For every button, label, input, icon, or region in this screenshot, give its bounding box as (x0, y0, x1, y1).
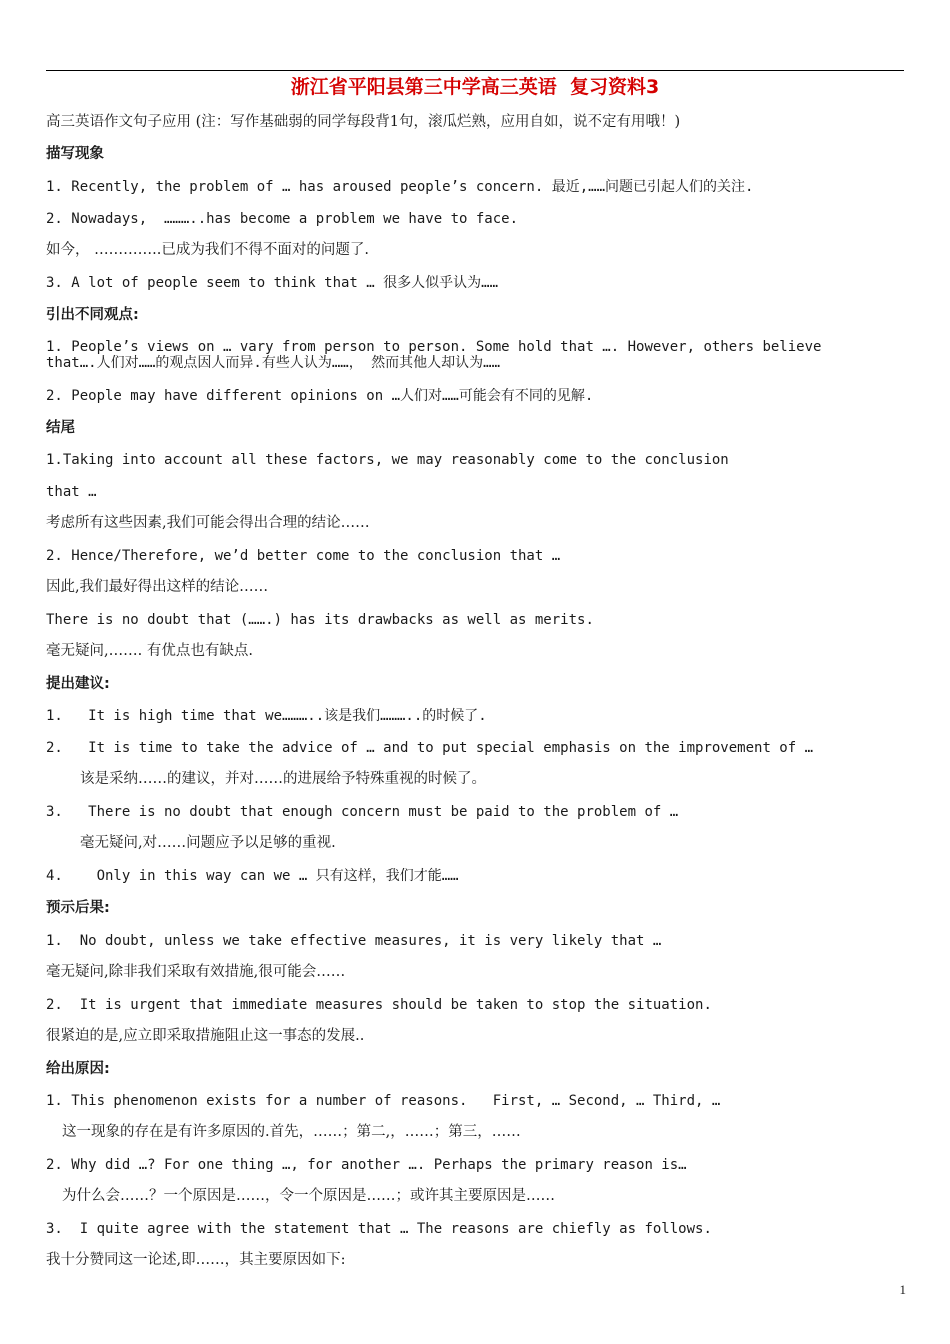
sentence-line: 1. No doubt, unless we take effective measures, it is very likely that … (46, 933, 662, 949)
section-heading-reasons: 给出原因: (46, 1061, 110, 1077)
sentence-line: 1.Taking into account all these factors, we may reasonably come to the conclusion (46, 452, 729, 468)
sentence-line: 1. People’s views on … vary from person to person. Some hold that …. However, others believe (46, 339, 822, 355)
sentence-line: 3. There is no doubt that enough concern must be paid to the problem of … (46, 804, 679, 820)
section-heading-describe: 描写现象 (46, 146, 104, 162)
sentence-line: 2. Why did …? For one thing …, for another …. Perhaps the primary reason is… (46, 1157, 687, 1173)
sentence-line: 1. It is high time that we………..该是我们………..的时候了. (46, 708, 487, 724)
sentence-line: 因此,我们最好得出这样的结论…… (46, 579, 269, 595)
sentence-line: 很紧迫的是,应立即采取措施阻止这一事态的发展.. (46, 1028, 365, 1044)
sentence-line: 2. It is time to take the advice of … and to put special emphasis on the improvement of … (46, 740, 814, 756)
sentence-line: 我十分赞同这一论述,即……，其主要原因如下: (46, 1252, 346, 1268)
section-heading-views: 引出不同观点: (46, 307, 139, 323)
sentence-line: 3. I quite agree with the statement that … The reasons are chiefly as follows. (46, 1221, 712, 1237)
section-heading-suggestions: 提出建议: (46, 676, 110, 692)
sentence-line: 2. Hence/Therefore, we’d better come to the conclusion that … (46, 548, 561, 564)
sentence-line: 这一现象的存在是有许多原因的.首先，……；第二,，……；第三，…… (62, 1124, 521, 1140)
page-number: 1 (899, 1282, 906, 1297)
sentence-line: 毫无疑问,对……问题应予以足够的重视. (80, 835, 336, 851)
sentence-line: 毫无疑问,除非我们采取有效措施,很可能会…… (46, 964, 346, 980)
intro-text: 高三英语作文句子应用 (注：写作基础弱的同学每段背1句，滚瓜烂熟，应用自如，说不定有用哦！) (46, 114, 681, 130)
sentence-line: 为什么会……？一个原因是……，令一个原因是……；或许其主要原因是…… (62, 1188, 555, 1204)
sentence-line: 2. People may have different opinions on …人们对……可能会有不同的见解. (46, 388, 594, 404)
sentence-line: 1. Recently, the problem of … has aroused people’s concern. 最近,……问题已引起人们的关注. (46, 179, 754, 195)
section-heading-ending: 结尾 (46, 420, 75, 436)
sentence-line: 3. A lot of people seem to think that … 很多人似乎认为…… (46, 275, 499, 291)
sentence-line: 考虑所有这些因素,我们可能会得出合理的结论…… (46, 515, 370, 531)
sentence-line: that … (46, 484, 97, 500)
top-rule (46, 70, 904, 71)
page-title: 浙江省平阳县第三中学高三英语 复习资料3 (290, 76, 660, 98)
sentence-line: There is no doubt that (…….) has its drawbacks as well as merits. (46, 612, 594, 628)
sentence-line: that….人们对……的观点因人而异.有些人认为……， 然而其他人却认为…… (46, 355, 501, 371)
sentence-line: 2. It is urgent that immediate measures should be taken to stop the situation. (46, 997, 712, 1013)
sentence-line: 该是采纳……的建议，并对……的进展给予特殊重视的时候了。 (80, 771, 486, 787)
sentence-line: 4. Only in this way can we … 只有这样，我们才能…… (46, 868, 459, 884)
sentence-line: 毫无疑问,……. 有优点也有缺点. (46, 643, 253, 659)
sentence-line: 如今， …………..已成为我们不得不面对的问题了. (46, 242, 369, 258)
section-heading-consequences: 预示后果: (46, 900, 110, 916)
sentence-line: 1. This phenomenon exists for a number of reasons. First, … Second, … Third, … (46, 1093, 721, 1109)
sentence-line: 2. Nowadays, ………..has become a problem we have to face. (46, 211, 519, 227)
